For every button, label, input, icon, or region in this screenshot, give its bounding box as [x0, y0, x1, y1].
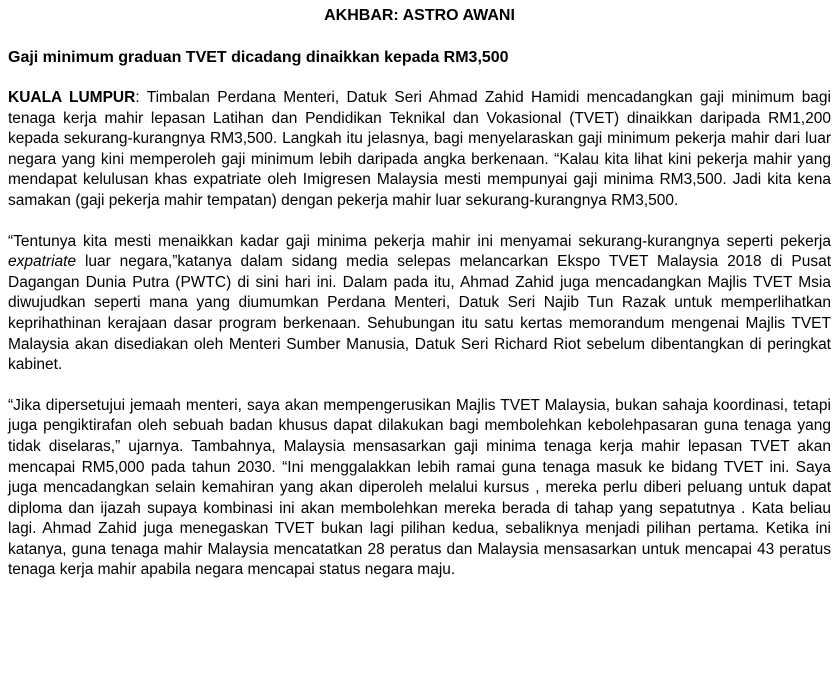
news-source-title: AKHBAR: ASTRO AWANI — [324, 7, 515, 24]
paragraph-2-emphasis: expatriate — [8, 253, 77, 271]
paragraph-2-text-after: luar negara,”katanya dalam sidang media selepas melancarkan Ekspo TVET Malaysia 2018 di Pusat Dagangan Dunia Putra (PWTC) di sini hari ini. Dalam pada itu, Ahmad Zahid juga mencadangkan Majlis TVET Msia diwujudkan seperti mana yang diumumkan Perdana Menteri, Datuk Seri Najib Tun Razak untuk memperlihatkan keprihathinan kerajaan dasar program berkenaan. Sehubungan itu satu kertas memorandum mengenai Majlis TVET Malaysia akan disediakan oleh Menteri Sumber Manusia, Datuk Seri Richard Riot sebelum dibentangkan di peringkat kabinet. — [8, 253, 831, 374]
paragraph-1-text: : Timbalan Perdana Menteri, Datuk Seri Ahmad Zahid Hamidi mencadangkan gaji minimum bagi tenaga kerja mahir lepasan Latihan dan Pendidikan Teknikal dan Vokasional (TVET) dinaikkan daripada RM1,200 kepada sekurang-kurangnya RM3,500. Langkah itu jelasnya, bagi menyelaraskan gaji minimum pekerja mahir dari luar negara yang kini memperoleh gaji minimum lebih daripada angka berkenaan. “Kalau kita lihat kini pekerja mahir yang mendapat kelulusan khas expatriate oleh Imigresen Malaysia mesti mempunyai gaji minima RM3,500. Jadi kita kena samakan (gaji pekerja mahir tempatan) dengan pekerja mahir luar sekurang-kurangnya RM3,500. — [8, 89, 831, 209]
paragraph-1 — [8, 88, 831, 212]
paragraph-2-text-before: “Tentunya kita mesti menaikkan kadar gaji minima pekerja mahir ini menyamai sekurang-kurangnya seperti pekerja — [8, 232, 831, 250]
dateline: KUALA LUMPUR — [8, 89, 136, 106]
headline: Gaji minimum graduan TVET dicadang dinaikkan kepada RM3,500 — [8, 49, 509, 66]
news-clipping — [8, 6, 831, 581]
paragraph-2 — [8, 232, 831, 376]
paragraph-3: “Jika dipersetujui jemaah menteri, saya akan mempengerusikan Majlis TVET Malaysia, bukan sahaja koordinasi, tetapi juga pengiktirafan oleh sebuah badan khusus dapat dilakukan bagi membolehkan kebolehpasaran guna tenaga yang tidak diselaras,” ujarnya. Tambahnya, Malaysia mensasarkan gaji minima tenaga kerja mahir lepasan TVET akan mencapai RM5,000 pada tahun 2030. “Ini menggalakkan lebih ramai guna tenaga masuk ke bidang TVET ini. Saya juga mencadangkan selain kemahiran yang akan diperoleh melalui kursus , mereka perlu diberi peluang untuk dapat diploma dan ijazah supaya kombinasi ini akan membolehkan mereka berada di tahap yang sepatutnya . Kata beliau lagi. Ahmad Zahid juga menegaskan TVET bukan lagi pilihan kedua, sebaliknya menjadi pilihan pertama. Ketika ini katanya, guna tenaga mahir Malaysia mencatatkan 28 peratus dan Malaysia mensasarkan untuk mencapai 43 peratus tenaga kerja mahir apabila negara mencapai status negara maju. — [8, 396, 831, 579]
